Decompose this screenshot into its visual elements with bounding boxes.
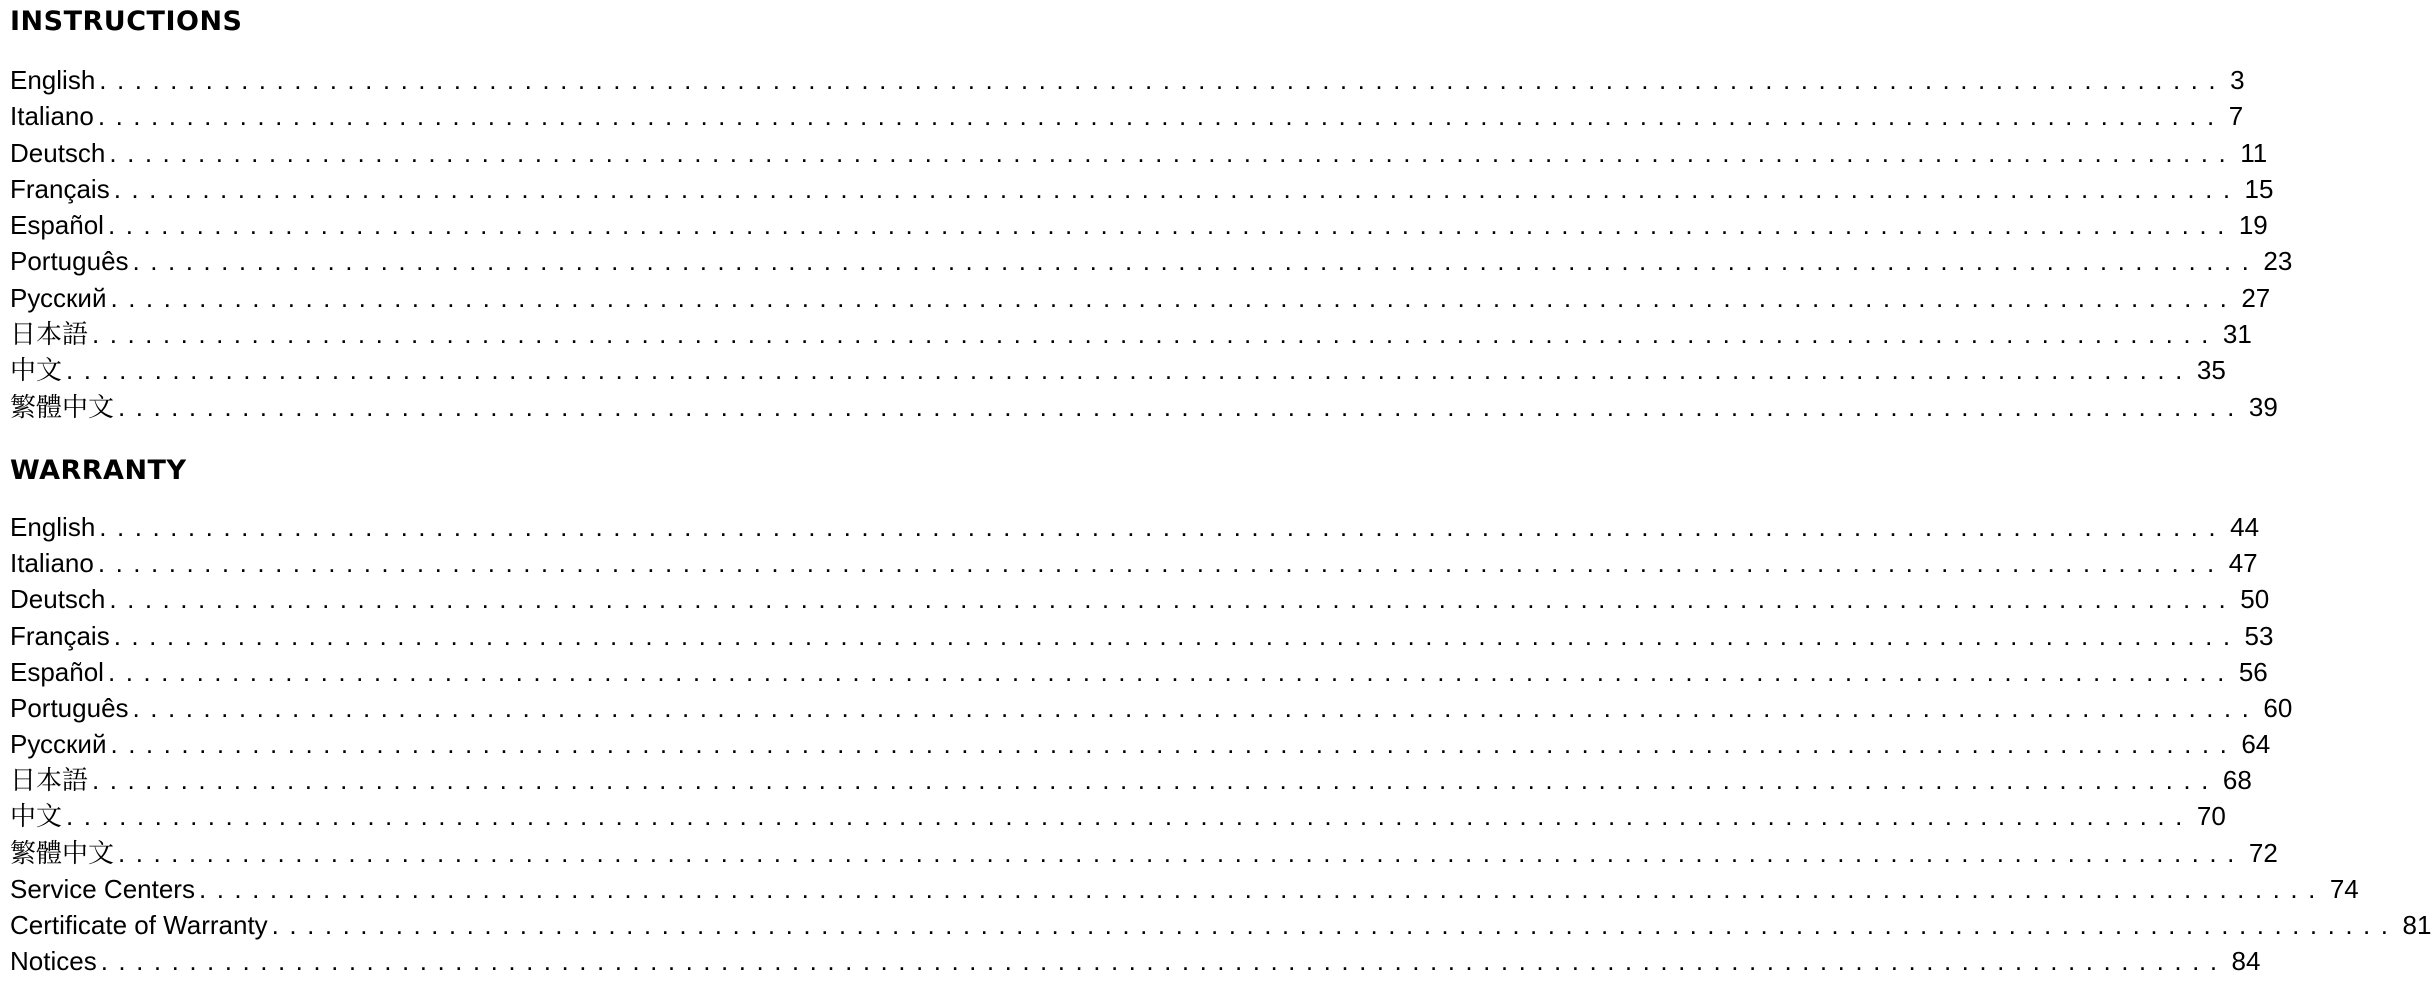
toc-entry-page-number: 11 (2240, 137, 2268, 168)
toc-entry-page-number: 53 (2244, 620, 2274, 651)
warranty-heading: WARRANTY (10, 454, 187, 486)
toc-entry[interactable] (10, 581, 2270, 617)
toc-entry-page-number: 7 (2228, 101, 2244, 132)
toc-entry[interactable] (10, 762, 2252, 798)
toc-entry[interactable] (10, 871, 2359, 907)
toc-entry-title: Italiano (10, 101, 94, 132)
dot-leader: ........................................................................................................................ (109, 584, 2237, 615)
toc-entry[interactable] (10, 835, 2278, 871)
toc-entry[interactable] (10, 618, 2274, 654)
toc-entry-page-number: 64 (2241, 729, 2271, 760)
toc-entry[interactable] (10, 389, 2278, 425)
toc-entry-title: Deutsch (10, 137, 106, 168)
dot-leader: ........................................................................................................................ (109, 137, 2237, 168)
toc-entry-title: 繁體中文 (10, 391, 115, 422)
dot-leader: ........................................................................................................................ (99, 511, 2227, 542)
toc-entry[interactable] (10, 690, 2293, 726)
toc-entry-page-number: 19 (2238, 210, 2268, 241)
toc-entry-title: Service Centers (10, 873, 195, 904)
dot-leader: ........................................................................................................................ (118, 837, 2245, 868)
toc-entry-title: Italiano (10, 548, 94, 579)
toc-entry-page-number: 84 (2231, 946, 2261, 977)
dot-leader: ........................................................................................................................ (97, 548, 2225, 579)
dot-leader: ........................................................................................................................ (132, 692, 2260, 723)
toc-entry-title: Français (10, 173, 110, 204)
instructions-list (10, 62, 2293, 425)
toc-entry-title: Notices (10, 946, 97, 977)
instructions-heading: INSTRUCTIONS (10, 6, 243, 37)
dot-leader: ........................................................................................................................ (118, 391, 2245, 422)
dot-leader: ........................................................................................................................ (271, 910, 2399, 941)
toc-entry-page-number: 27 (2241, 282, 2271, 313)
dot-leader: ........................................................................................................................ (66, 801, 2193, 832)
toc-entry-title: Español (10, 656, 104, 687)
toc-entry[interactable] (10, 726, 2271, 762)
dot-leader: ........................................................................................................................ (198, 873, 2326, 904)
toc-entry-title: English (10, 511, 96, 542)
toc-entry-page-number: 3 (2230, 65, 2245, 95)
toc-entry-title: 中文 (10, 801, 63, 832)
toc-entry-title: Русский (10, 729, 107, 760)
toc-entry-page-number: 39 (2248, 391, 2278, 422)
dot-leader: ........................................................................................................................ (107, 656, 2235, 687)
toc-entry[interactable] (10, 316, 2252, 352)
dot-leader: ........................................................................................................................ (100, 946, 2228, 977)
toc-entry-title: English (10, 65, 96, 95)
toc-entry[interactable] (10, 907, 2431, 943)
toc-entry[interactable] (10, 280, 2271, 316)
toc-entry[interactable] (10, 135, 2268, 171)
toc-entry-title: Português (10, 246, 129, 277)
toc-entry[interactable] (10, 509, 2260, 545)
toc-entry-title: Deutsch (10, 584, 106, 615)
dot-leader: ........................................................................................................................ (110, 282, 2238, 313)
toc-entry[interactable] (10, 243, 2293, 279)
toc-entry-title: 繁體中文 (10, 837, 115, 868)
toc-entry-title: 中文 (10, 355, 63, 386)
toc-entry[interactable] (10, 98, 2244, 134)
toc-entry[interactable] (10, 545, 2258, 581)
toc-entry-page-number: 60 (2263, 692, 2293, 723)
toc-entry-page-number: 70 (2196, 801, 2226, 832)
dot-leader: ........................................................................................................................ (92, 765, 2219, 796)
toc-entry[interactable] (10, 352, 2226, 388)
toc-entry-page-number: 81 (2402, 910, 2431, 941)
toc-entry-page-number: 31 (2222, 319, 2252, 350)
toc-entry-page-number: 23 (2263, 246, 2293, 277)
dot-leader: ........................................................................................................................ (66, 355, 2193, 386)
toc-entry[interactable] (10, 943, 2261, 979)
toc-entry[interactable] (10, 62, 2245, 98)
table-of-contents (10, 0, 2431, 979)
toc-entry-page-number: 72 (2248, 837, 2278, 868)
dot-leader: ........................................................................................................................ (110, 729, 2238, 760)
dot-leader: ........................................................................................................................ (113, 173, 2241, 204)
dot-leader: ........................................................................................................................ (132, 246, 2260, 277)
dot-leader: ........................................................................................................................ (99, 65, 2227, 95)
toc-entry-page-number: 56 (2238, 656, 2268, 687)
toc-entry-page-number: 15 (2244, 173, 2274, 204)
toc-entry-title: Français (10, 620, 110, 651)
toc-entry[interactable] (10, 207, 2268, 243)
warranty-list (10, 509, 2431, 979)
dot-leader: ........................................................................................................................ (92, 319, 2219, 350)
toc-entry-page-number: 68 (2222, 765, 2252, 796)
toc-entry[interactable] (10, 654, 2268, 690)
toc-entry-title: Certificate of Warranty (10, 910, 268, 941)
toc-entry-page-number: 50 (2240, 584, 2270, 615)
toc-entry-page-number: 74 (2329, 873, 2359, 904)
toc-entry-title: Português (10, 692, 129, 723)
dot-leader: ........................................................................................................................ (113, 620, 2241, 651)
toc-entry-page-number: 47 (2228, 548, 2258, 579)
dot-leader: ........................................................................................................................ (97, 101, 2225, 132)
toc-entry-page-number: 44 (2230, 511, 2260, 542)
toc-entry-title: Español (10, 210, 104, 241)
toc-entry-title: 日本語 (10, 319, 89, 350)
toc-entry-title: 日本語 (10, 765, 89, 796)
toc-entry[interactable] (10, 798, 2226, 834)
toc-entry-page-number: 35 (2196, 355, 2226, 386)
toc-entry[interactable] (10, 171, 2274, 207)
dot-leader: ........................................................................................................................ (107, 210, 2235, 241)
toc-entry-title: Русский (10, 282, 107, 313)
